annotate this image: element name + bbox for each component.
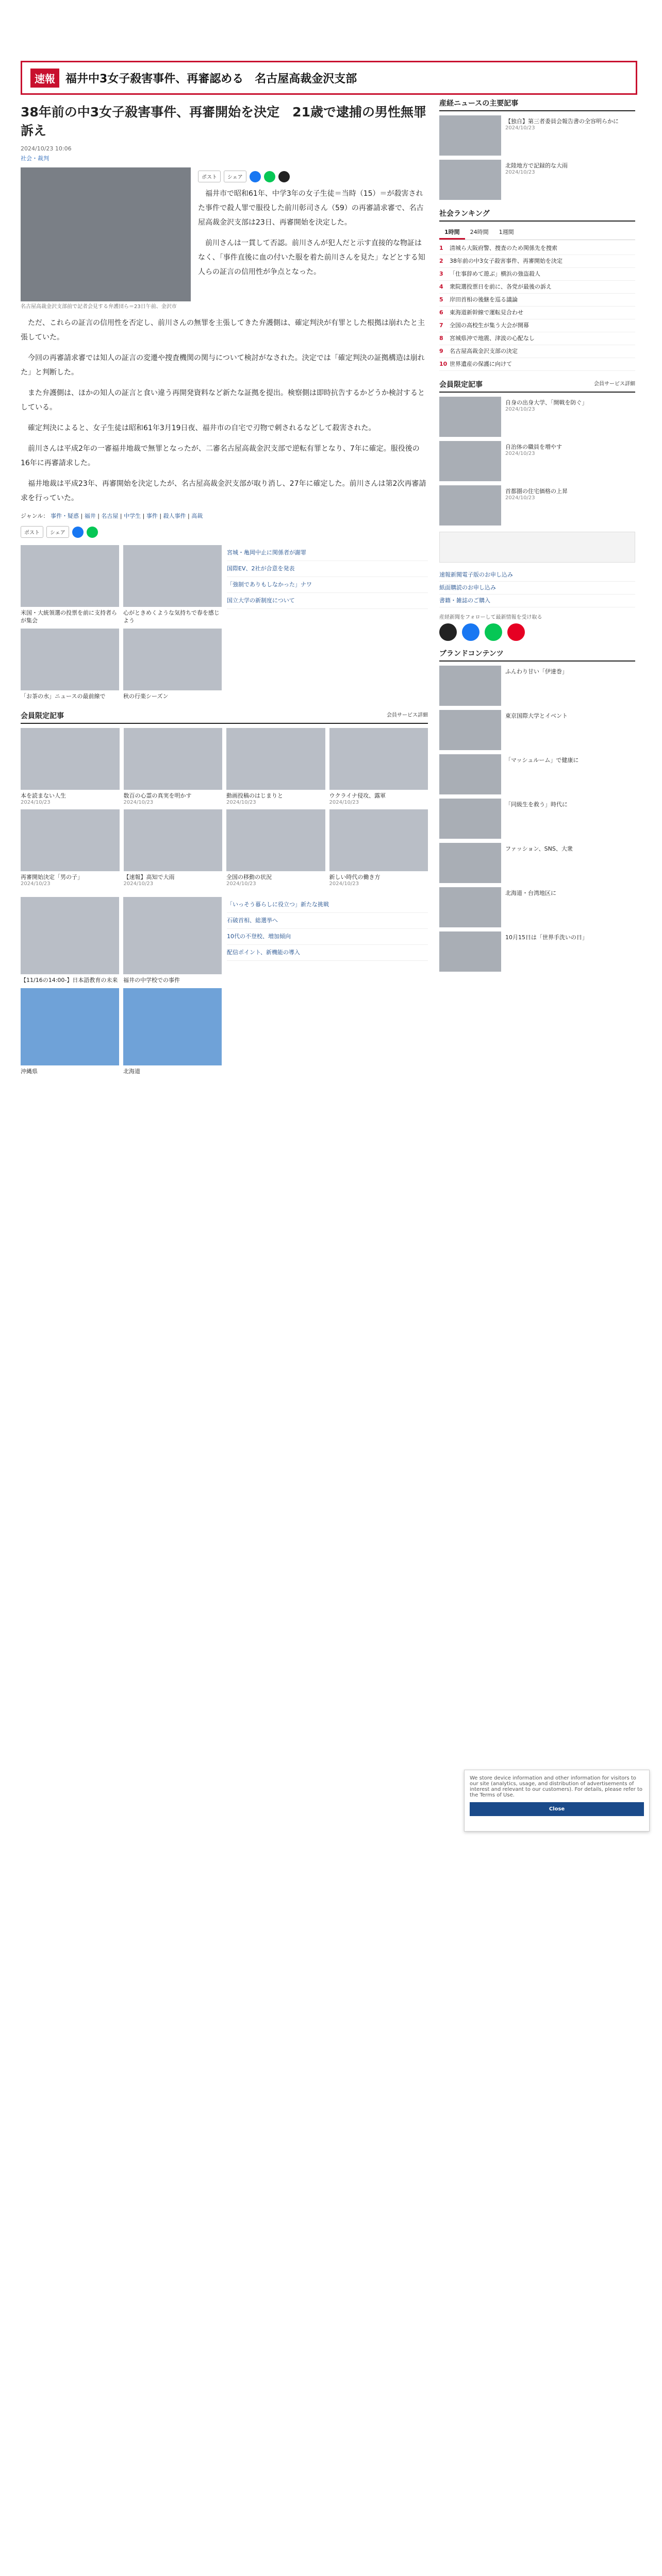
- paragraph: 前川さんは平成2年の一審福井地裁で無罪となったが、二審名古屋高裁金沢支部で逆転有罪となり、7年に確定。服役後の16年に再審請求した。: [21, 445, 420, 467]
- breaking-text: 福井中3女子殺害事件、再審認める 名古屋高裁金沢支部: [65, 72, 357, 86]
- post-button[interactable]: ポスト: [198, 171, 221, 182]
- article-date: 2024/10/23 10:06: [21, 145, 72, 152]
- sidebar-member-item[interactable]: 自身の出身大学、「開戦を防ぐ」 2024/10/23: [439, 397, 635, 437]
- misc-links: [439, 569, 635, 607]
- rank-item[interactable]: 4 衆院選投票日を前に、各党が最後の訴え: [439, 281, 635, 294]
- member-card[interactable]: 全国の移動の状況 2024/10/23: [226, 809, 325, 887]
- tab-1w[interactable]: 1週間: [499, 229, 514, 235]
- article-photo: [21, 167, 191, 301]
- member-card[interactable]: ウクライナ侵攻、露軍 2024/10/23: [329, 728, 428, 805]
- rank-item[interactable]: 8 宮城県沖で地震、津波の心配なし: [439, 332, 635, 345]
- rank-item[interactable]: 9 名古屋高裁金沢支部の決定: [439, 345, 635, 358]
- share-bar: [198, 171, 428, 182]
- cookie-notice: [464, 1770, 650, 1832]
- ranking-list: [439, 242, 635, 371]
- cookie-text: We store device information and other information for visitors to our site (analytics, usage, and distribution of advertisements of interest and relevant to our customers). For details, please refer to the Terms of Use.: [470, 1775, 642, 1798]
- share-button[interactable]: シェア: [224, 171, 246, 182]
- paragraph: 福井地裁は平成23年、再審開始を決定したが、名古屋高裁金沢支部が取り消し、27年に確定した。前川さんは第2次再審請求を行っていた。: [21, 480, 426, 502]
- line-icon[interactable]: [485, 623, 502, 641]
- sidebar-top-title: 産経ニュースの主要記事: [439, 98, 635, 111]
- x-icon[interactable]: [439, 623, 457, 641]
- post-button[interactable]: ポスト: [21, 526, 43, 538]
- paragraph: ただ、これらの証言の信用性を否定し、前川さんの無罪を主張してきた弁護側は、確定判決が有罪とした根拠は崩れたと主張していた。: [21, 319, 425, 342]
- news-link[interactable]: 石破首相、総選挙へ: [227, 913, 428, 929]
- news-link[interactable]: 「いっそう暮らしに役立つ」新たな挑戦: [227, 897, 428, 913]
- facebook-icon[interactable]: [250, 171, 261, 182]
- rank-item[interactable]: 7 全国の高校生が集う大会が開幕: [439, 319, 635, 332]
- social-icons: [439, 623, 635, 641]
- rank-item[interactable]: 1 清城ら大阪府警、捜査のため関係先を捜索: [439, 242, 635, 255]
- facebook-icon[interactable]: [72, 527, 84, 538]
- rank-item[interactable]: 6 東海道新幹線で運転見合わせ: [439, 307, 635, 319]
- news-link[interactable]: 配信ポイント、新機能の導入: [227, 945, 428, 961]
- side-link[interactable]: 国立大学の新制度について: [227, 593, 428, 609]
- sidebar-members-title: 会員限定記事 会員サービス詳細: [439, 379, 635, 393]
- tag[interactable]: 事件・疑惑: [51, 513, 79, 519]
- related-card[interactable]: 米国・大統領選の投票を前に支持者らが集会: [21, 545, 119, 624]
- tag[interactable]: 事件: [146, 513, 158, 519]
- line-icon[interactable]: [87, 527, 98, 538]
- tag[interactable]: 殺人事件: [163, 513, 186, 519]
- breaking-news-banner[interactable]: [21, 61, 637, 95]
- ranking-tabs: [439, 226, 635, 240]
- article-title: 38年前の中3女子殺害事件、再審開始を決定 21歳で逮捕の男性無罪訴え: [21, 105, 426, 138]
- paragraph: 前川さんは一貫して否認。前川さんが犯人だと示す直接的な物証はなく、「事件直後に血の付いた服を着た前川さんを見た」などとする知人らの証言の信用性が争点となった。: [198, 239, 425, 276]
- tag[interactable]: 福井: [84, 513, 96, 519]
- paragraph: 確定判決によると、女子生徒は昭和61年3月19日夜、福井市の自宅で刃物で刺されるなどして殺害された。: [28, 424, 376, 432]
- members-more-link[interactable]: 会員サービス詳細: [387, 713, 428, 718]
- paragraph: 福井市で昭和61年、中学3年の女子生徒＝当時（15）＝が殺害された事件で殺人罪で服役した前川彰司さん（59）の再審請求審で、名古屋高裁金沢支部は23日、再審開始を決定した。: [198, 190, 424, 227]
- rank-item[interactable]: 5 岸田首相の後継を巡る議論: [439, 294, 635, 307]
- news-link[interactable]: 10代の不登校、増加傾向: [227, 929, 428, 945]
- brand-item[interactable]: 北海道・台湾地区に: [439, 887, 635, 927]
- brand-item[interactable]: 東京国際大学とイベント: [439, 710, 635, 750]
- feature-card[interactable]: 北海道: [123, 988, 222, 1075]
- misc-link[interactable]: 速報新聞電子版のお申し込み: [439, 569, 635, 582]
- tab-24h[interactable]: 24時間: [470, 229, 489, 235]
- tag[interactable]: 高裁: [191, 513, 203, 519]
- feature-card[interactable]: 福井の中学校での事件: [123, 897, 222, 984]
- photo-caption: 名古屋高裁金沢支部前で記者会見する弁護団ら＝23日午前、金沢市: [21, 304, 177, 310]
- tag-list: ジャンル： 事件・疑惑 | 福井 | 名古屋 | 中学生 | 事件 | 殺人事件 | 高裁: [21, 513, 203, 519]
- tags-label: ジャンル：: [21, 513, 49, 519]
- side-link[interactable]: 「強制でありもしなかった」ナワ: [227, 577, 428, 593]
- brand-item[interactable]: 「マッシュルーム」で健康に: [439, 754, 635, 794]
- rank-item[interactable]: 10 世界遺産の保護に向けて: [439, 358, 635, 371]
- main-column: [21, 103, 428, 1080]
- line-icon[interactable]: [264, 171, 275, 182]
- sidebar-top-item[interactable]: 【独自】第三者委員会報告書の全容明らかに 2024/10/23: [439, 115, 635, 156]
- lower-right-list: [227, 897, 428, 1075]
- tab-1h[interactable]: 1時間: [439, 226, 465, 240]
- sidebar-member-item[interactable]: 首都圏の住宅価格の上昇 2024/10/23: [439, 485, 635, 526]
- x-icon[interactable]: [278, 171, 290, 182]
- member-card[interactable]: 新しい時代の働き方 2024/10/23: [329, 809, 428, 887]
- member-card[interactable]: 【速報】高知で大雨 2024/10/23: [124, 809, 223, 887]
- share-button[interactable]: シェア: [46, 526, 69, 538]
- brand-item[interactable]: 「同級生を救う」時代に: [439, 799, 635, 839]
- sidebar-member-item[interactable]: 自治体の職員を増やす 2024/10/23: [439, 441, 635, 481]
- misc-link[interactable]: 紙面購読のお申し込み: [439, 582, 635, 595]
- tag[interactable]: 名古屋: [101, 513, 119, 519]
- breaking-badge: 速報: [30, 69, 59, 88]
- misc-link[interactable]: 書籍・雑誌のご購入: [439, 595, 635, 607]
- brand-item[interactable]: 10月15日は「世界手洗いの日」: [439, 931, 635, 972]
- ad-banner[interactable]: [439, 532, 635, 563]
- cookie-close-button[interactable]: Close: [470, 1802, 644, 1816]
- feature-card[interactable]: 沖縄県: [21, 988, 119, 1075]
- side-link[interactable]: 宮城・亀岡中止に関係者が謝罪: [227, 545, 428, 561]
- member-card[interactable]: 再審開始決定「男の子」 2024/10/23: [21, 809, 120, 887]
- side-link[interactable]: 国際EV、2社が合意を発表: [227, 561, 428, 577]
- member-card[interactable]: 数百の心霊の真実を明かす 2024/10/23: [124, 728, 223, 805]
- side-link-list: [227, 545, 428, 700]
- sidebar: [439, 98, 635, 976]
- related-card[interactable]: 秋の行楽シーズン: [123, 629, 222, 700]
- related-card[interactable]: 心がときめくような気持ちで春を感じよう: [123, 545, 222, 624]
- sidebar-members-more[interactable]: 会員サービス詳細: [594, 381, 635, 387]
- related-card[interactable]: 「お茶の水」ニュースの最前線で: [21, 629, 119, 700]
- member-card[interactable]: 動画投稿のはじまりと 2024/10/23: [226, 728, 325, 805]
- follow-label: 産経新聞をフォローして最新情報を受け取る: [439, 615, 542, 620]
- youtube-icon[interactable]: [507, 623, 525, 641]
- brand-item[interactable]: ファッション、SNS、大衆: [439, 843, 635, 883]
- tag[interactable]: 中学生: [124, 513, 141, 519]
- brand-item[interactable]: ふんわり甘い「伊達巻」: [439, 666, 635, 706]
- facebook-icon[interactable]: [462, 623, 479, 641]
- article-category[interactable]: 社会・裁判: [21, 155, 49, 162]
- ranking-title: 社会ランキング: [439, 208, 635, 222]
- sidebar-top-item[interactable]: 北陸地方で記録的な大雨 2024/10/23: [439, 160, 635, 200]
- paragraph: また弁護側は、ほかの知人の証言と食い違う再開発資料など新たな証拠を提出。検察側は即時抗告するかどうか検討するとしている。: [21, 389, 425, 412]
- feature-card[interactable]: 【11/16の14:00-】日本語教育の未来: [21, 897, 119, 984]
- rank-item[interactable]: 3 「仕事辞めて遊ぶ」横浜の強盗殺人: [439, 268, 635, 281]
- share-bar-bottom: [21, 526, 428, 538]
- member-card[interactable]: 本を読まない人生 2024/10/23: [21, 728, 120, 805]
- members-section-title: 会員限定記事 会員サービス詳細: [21, 710, 428, 724]
- paragraph: 今回の再審請求審では知人の証言の変遷や捜査機関の関与について検討がなされた。決定では「確定判決の証拠構造は崩れた」と判断した。: [21, 354, 425, 377]
- brand-title: ブランドコンテンツ: [439, 648, 635, 662]
- lower-left-grid: [21, 897, 222, 1075]
- rank-item[interactable]: 2 38年前の中3女子殺害事件、再審開始を決定: [439, 255, 635, 268]
